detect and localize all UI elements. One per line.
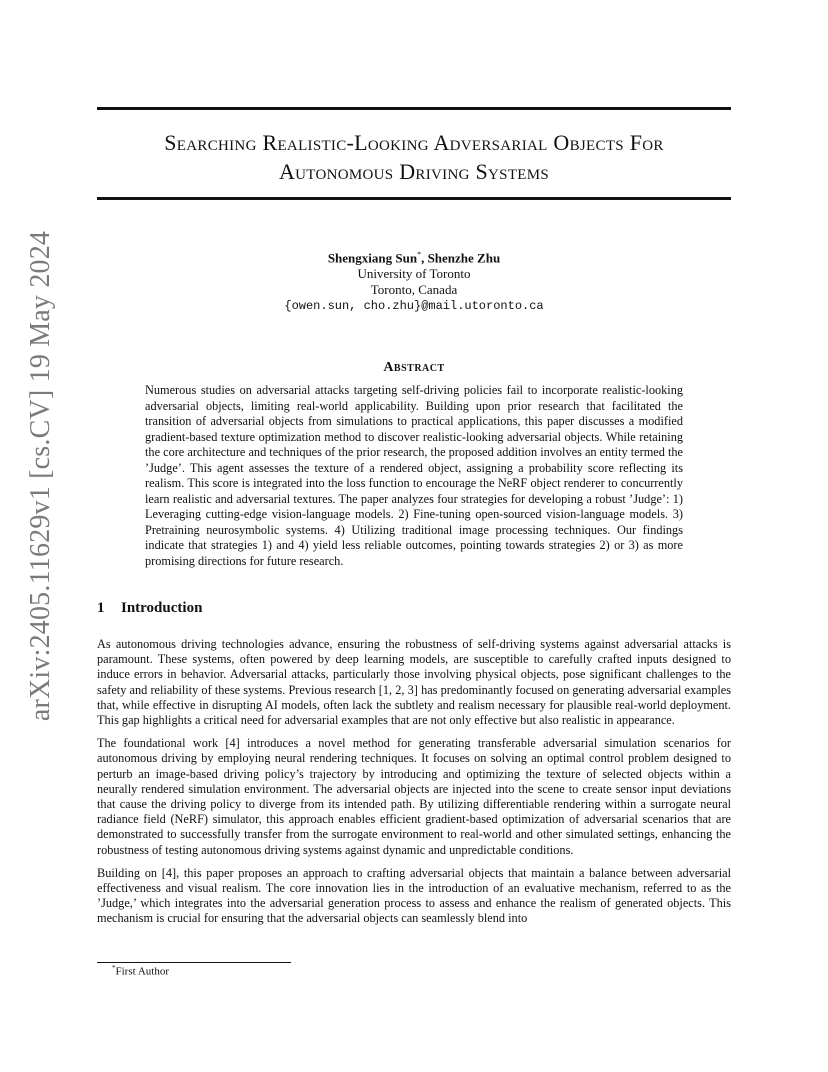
footnote-marker: * [112, 964, 116, 972]
section-number: 1 [97, 600, 105, 616]
paragraph: As autonomous driving technologies advance, ensuring the robustness of self-driving systems against adversarial attacks is paramount. These systems, often powered by deep learning models, are susceptible to carefully crafted inputs designed to induce errors in behavior. Adversarial attacks, particularly those involving physical objects, pose significant challenges to the safety and reliability of these systems. Previous research [1, 2, 3] has predominantly focused on generating adversarial examples that, while effective in disrupting AI models, often lack the subtlety and realism necessary for plausible real-world deployment. This gap highlights a critical need for adversarial examples that are not only effective but also realistic in appearance. [97, 637, 731, 728]
title-rule-top [97, 107, 731, 110]
section-heading [97, 600, 202, 617]
paragraph: The foundational work [4] introduces a novel method for generating transferable adversarial simulation scenarios for autonomous driving by employing neural rendering techniques. It focuses on solving an optimal control problem designed to perturb an image-based driving policy’s trajectory by introducing and optimizing the texture of selected objects within a neurally rendered simulation environment. The adversarial objects are injected into the scene to create sensor input deviations that cause the driving policy to diverge from its intended path. By utilizing differentiable rendering within a surrogate neural radiance field (NeRF) simulator, this approach enables efficient gradient-based optimization of adversarial scenarios that are demonstrated to successfully transfer from the surrogate environment to real-world and other simulated settings, enhancing the robustness of testing autonomous driving systems against dynamic and unpredictable conditions. [97, 736, 731, 857]
title-line-2: Autonomous Driving Systems [278, 159, 550, 184]
section-title: Introduction [121, 600, 203, 616]
abstract-heading: Abstract [383, 360, 445, 375]
footnote [112, 964, 169, 978]
arxiv-identifier: arXiv:2405.11629v1 [cs.CV] 19 May 2024 [25, 230, 56, 722]
author-name-2: , Shenzhe Zhu [421, 250, 501, 266]
title-rule-bottom [97, 197, 731, 200]
author-affiliation: University of Toronto [357, 266, 471, 282]
author-name-1: Shengxiang Sun [327, 250, 418, 266]
author-footnote-marker: * [417, 250, 422, 259]
paragraph: Building on [4], this paper proposes an approach to crafting adversarial objects that maintain a balance between adversarial effectiveness and visual realism. The core innovation lies in the introduction of an evaluative mechanism, referred to as the ’Judge,’ which integrates into the adversarial generation process to assess and enhance the realism of generated objects. This mechanism is crucial for ensuring that the adversarial objects can seamlessly blend into [97, 865, 731, 926]
author-block [97, 247, 731, 314]
footnote-rule [97, 962, 291, 963]
title-line-1: Searching Realistic-Looking Adversarial Objects For [164, 130, 664, 155]
author-names [97, 247, 731, 266]
section-body [97, 637, 731, 935]
author-email: {owen.sun, cho.zhu}@mail.utoronto.ca [284, 299, 544, 314]
paper-title [97, 128, 731, 186]
author-location: Toronto, Canada [370, 282, 458, 298]
abstract-text: Numerous studies on adversarial attacks targeting self-driving policies fail to incorporate realistic-looking adversarial objects, limiting real-world applicability. Building upon prior research that facilitated the transition of adversarial objects from simulations to practical applications, this paper discusses a modified gradient-based texture optimization method to discover realistic-looking adversarial objects. While retaining the core architecture and techniques of the prior research, the proposed addition involves an entity termed the ’Judge’. This agent assesses the texture of a rendered object, assigning a probability score reflecting its realism. This score is integrated into the loss function to encourage the NeRF object renderer to concurrently learn realistic and adversarial textures. The paper analyzes four strategies for developing a robust ’Judge’: 1) Leveraging cutting-edge vision-language models. 2) Fine-tuning open-sourced vision-language models. 3) Pretraining neurosymbolic systems. 4) Utilizing traditional image processing techniques. Our findings indicate that strategies 1) and 4) yield less reliable outcomes, pointing towards strategies 2) or 3) as more promising directions for future research. [145, 383, 683, 568]
footnote-text: First Author [115, 965, 169, 978]
